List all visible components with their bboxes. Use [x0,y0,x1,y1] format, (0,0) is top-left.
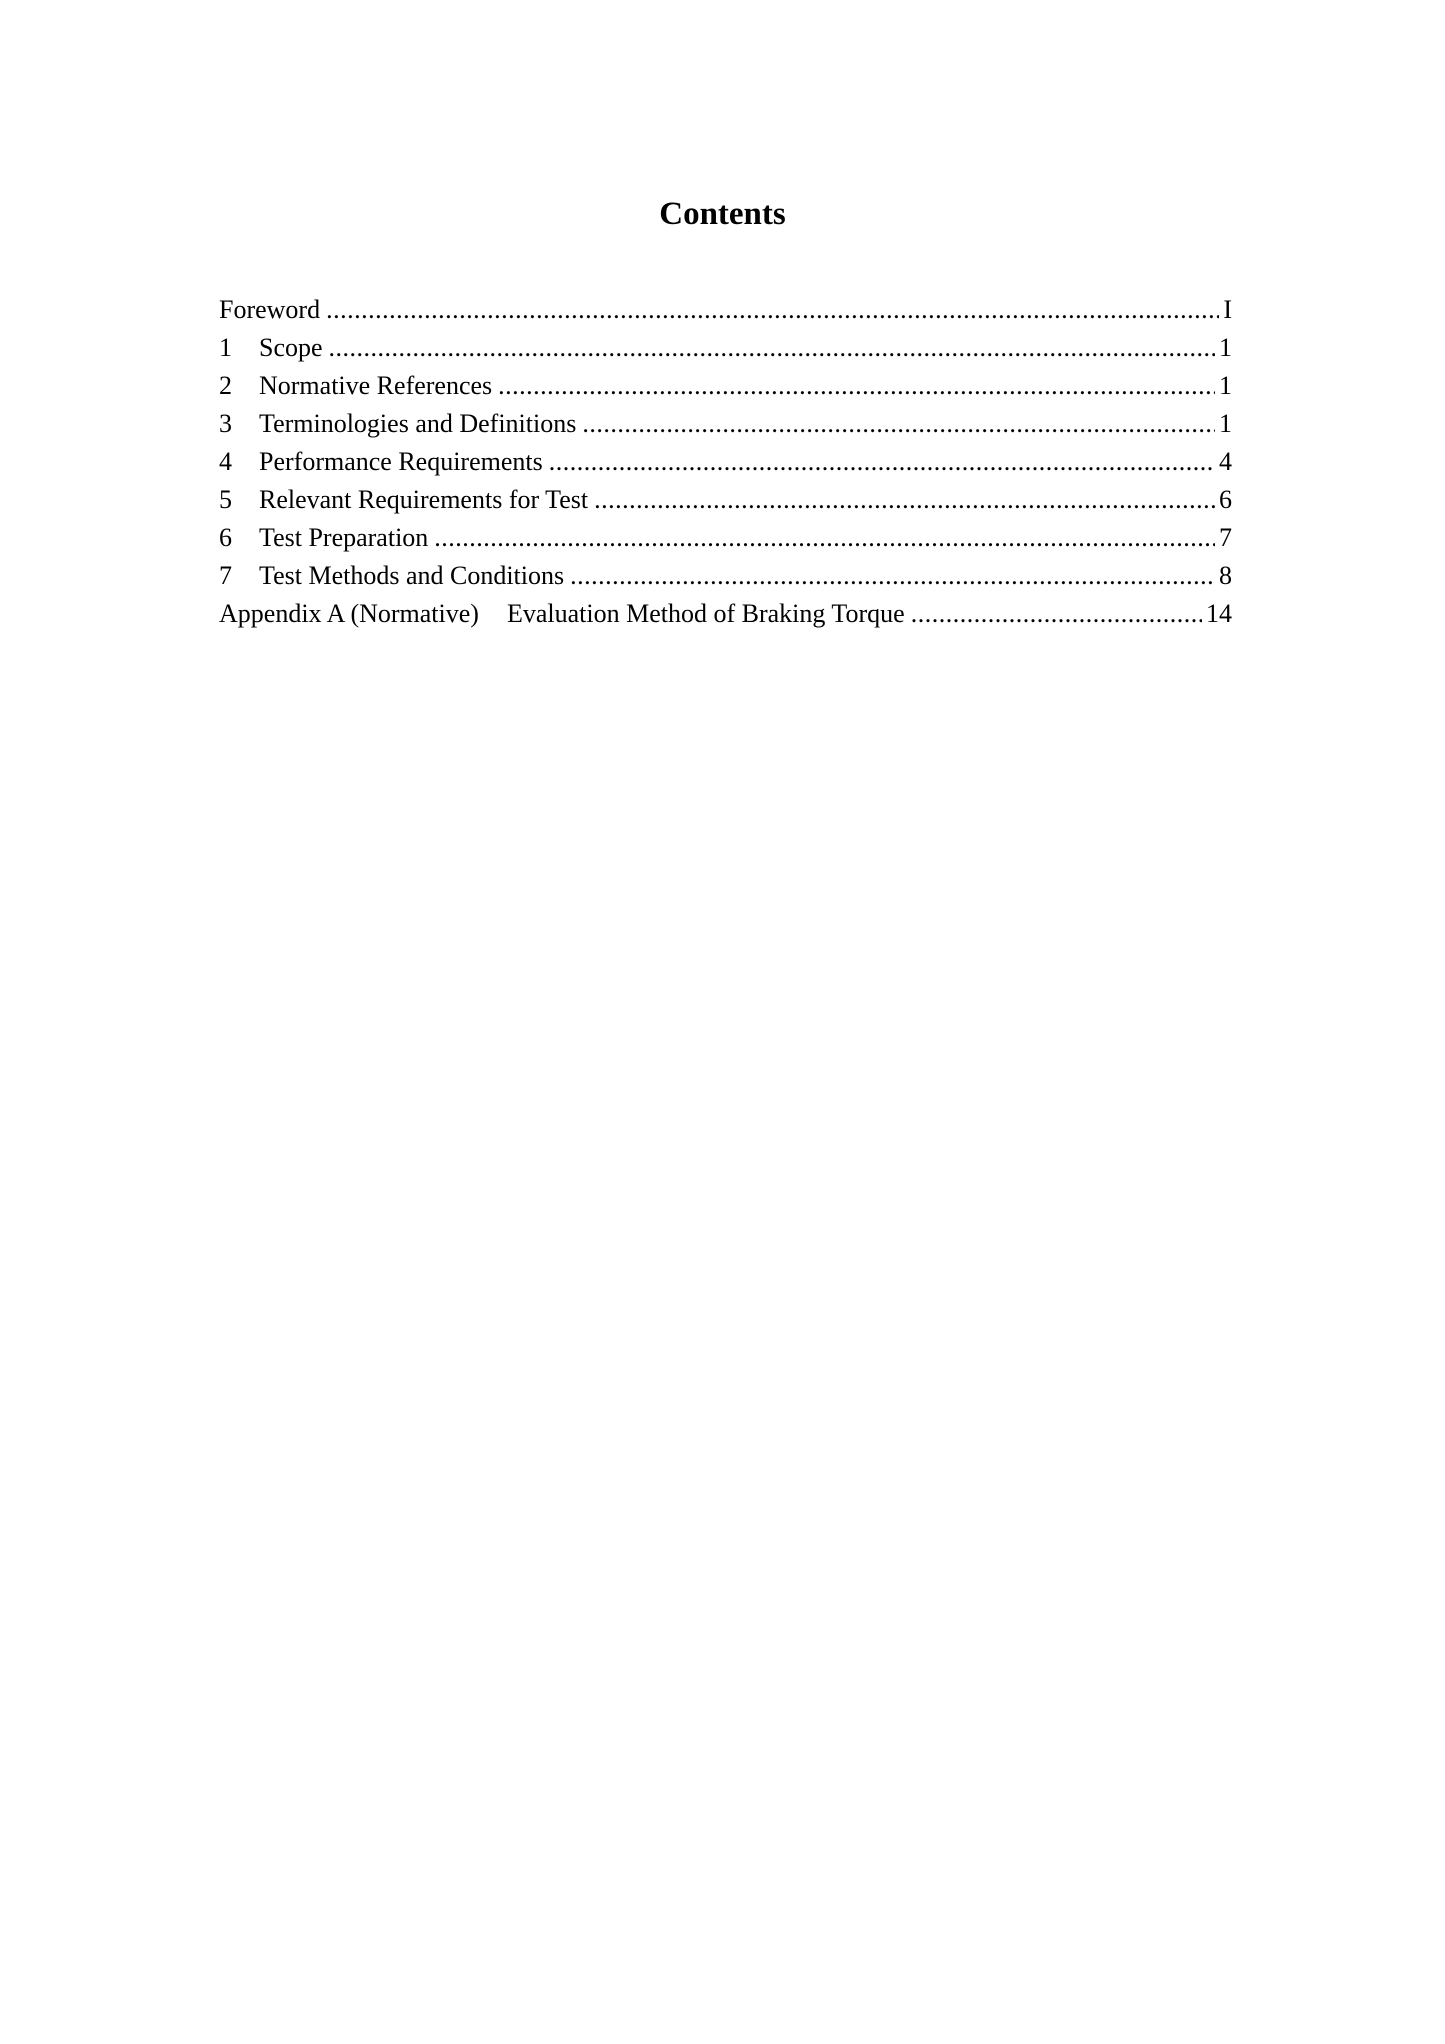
toc-entry-foreword[interactable] [219,291,1232,329]
toc-entry-page: I [1223,295,1232,324]
toc-entry-label: Terminologies and Definitions [259,409,577,438]
toc-entry-test-methods[interactable] [219,557,1232,595]
toc-entry-performance-requirements[interactable] [219,443,1232,481]
toc-entry-label: Scope [259,333,323,362]
toc-entry-page: 4 [1219,447,1232,476]
toc-entry-normative-references[interactable] [219,367,1232,405]
table-of-contents [219,291,1232,633]
toc-entry-number: 1 [219,333,232,362]
toc-entry-page: 8 [1219,561,1232,590]
toc-entry-number: 2 [219,371,232,400]
toc-entry-number: 5 [219,485,232,514]
toc-dot-leader [594,481,1215,519]
toc-entry-number: 6 [219,523,232,552]
toc-dot-leader [570,557,1215,595]
toc-entry-label: Relevant Requirements for Test [259,485,589,514]
toc-dot-leader [326,291,1219,329]
toc-dot-leader [582,405,1215,443]
toc-entry-page: 7 [1219,523,1232,552]
toc-dot-leader [549,443,1215,481]
toc-entry-label: Test Methods and Conditions [259,561,565,590]
toc-entry-page: 6 [1219,485,1232,514]
toc-entry-number: 4 [219,447,232,476]
toc-entry-page: 1 [1219,371,1232,400]
toc-dot-leader [911,595,1202,633]
toc-entry-page: 1 [1219,333,1232,362]
toc-entry-label: Test Preparation [259,523,429,552]
toc-entry-prefix: Appendix A (Normative) [219,599,479,628]
toc-entry-page: 1 [1219,409,1232,438]
toc-dot-leader [329,329,1215,367]
toc-entry-label: Evaluation Method of Braking Torque [506,599,905,628]
toc-dot-leader [434,519,1215,557]
toc-entry-number: 3 [219,409,232,438]
toc-entry-scope[interactable] [219,329,1232,367]
toc-entry-relevant-requirements[interactable] [219,481,1232,519]
toc-entry-test-preparation[interactable] [219,519,1232,557]
toc-entry-label: Foreword [219,295,321,324]
toc-dot-leader [498,367,1215,405]
toc-entry-label: Normative References [259,371,493,400]
page-title: Contents [659,196,786,232]
toc-entry-number: 7 [219,561,232,590]
toc-entry-terminologies[interactable] [219,405,1232,443]
toc-entry-label: Performance Requirements [259,447,543,476]
toc-entry-page: 14 [1206,599,1232,628]
toc-entry-appendix-a[interactable] [219,595,1232,633]
